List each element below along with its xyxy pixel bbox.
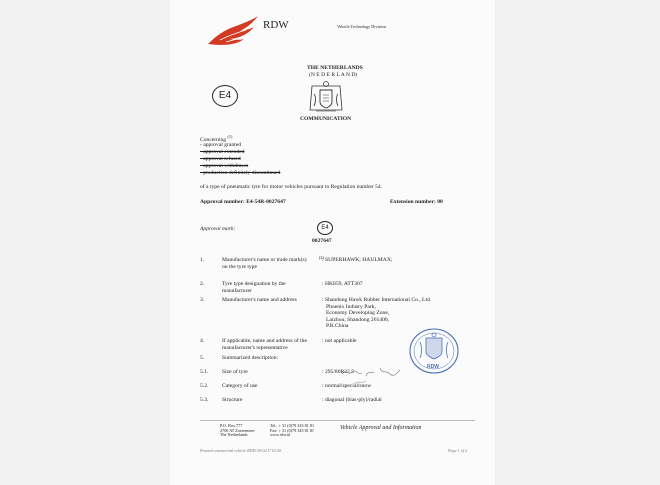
- row-value: : Shandong Hawk Rubber International Co., Ltd.: [322, 297, 432, 303]
- country-name: THE NETHERLANDS: [307, 65, 363, 71]
- coat-of-arms-icon: [304, 80, 348, 114]
- extension-number: Extension number: 00: [390, 199, 443, 205]
- concerning-item: - production definitely discontinued: [200, 170, 281, 176]
- row-number: 4.: [200, 338, 205, 344]
- row-number: 2.: [200, 281, 205, 287]
- row-footnote: (2): [319, 255, 324, 260]
- row-value: P.R.China: [326, 323, 349, 329]
- row-value: : not applicable: [322, 338, 357, 344]
- row-label: Tyre type designation by the: [222, 281, 286, 287]
- row-label: Size of tyre: [222, 369, 248, 375]
- country-name-local: (N E D E R L A N D): [309, 72, 358, 78]
- footer-fax-line: Fax: + 31 (0)79 345 81 81: [270, 427, 315, 433]
- footer-slogan: Vehicle Approval and Information: [340, 425, 422, 431]
- row-label: Structure: [222, 397, 243, 403]
- row-value: Phoenix Indusry Park,: [326, 303, 376, 310]
- row-number: 5.: [200, 355, 205, 361]
- page-number: Page 1 of 2: [448, 448, 468, 453]
- row-value: : SUPERHAWK; HAULMAX;: [322, 257, 393, 263]
- row-label: Summarized description:: [222, 355, 279, 361]
- row-number: 5.2.: [200, 383, 209, 389]
- handwritten-annotation: [340, 364, 402, 386]
- rdw-logo-icon: [206, 14, 260, 48]
- footer-phone-line: Tel.: + 31 (0)79 345 81 81: [270, 423, 315, 428]
- concerning-note: (1): [227, 134, 233, 139]
- footer-divider: [200, 420, 475, 421]
- footer-address-line: 2700 AT Zoetermeer: [220, 427, 255, 433]
- footer-address-line: P.O. Box 777: [220, 423, 243, 428]
- concerning-item: - approval extended: [200, 149, 245, 155]
- print-note: Printed commercial vehicle RDW 09.02.V V2.00: [200, 448, 282, 453]
- row-number: 1.: [200, 257, 205, 263]
- approval-mark-label: Approval mark:: [200, 226, 236, 232]
- row-label: on the tyre type: [222, 263, 257, 270]
- concerning-item: - approval refused: [200, 156, 241, 162]
- doc-title: COMMUNICATION: [300, 116, 352, 122]
- approval-number: Approval number: E4-54R-0027647: [200, 199, 286, 205]
- row-number: 3.: [200, 297, 205, 303]
- row-value: Economy Developing Zone,: [326, 310, 390, 316]
- logo-text: RDW: [263, 19, 289, 31]
- row-label: Manufacturer's name or trade mark(s): [222, 257, 307, 263]
- row-value: : normal/special/snow: [322, 383, 372, 389]
- row-label: If applicable, name and address of the: [222, 338, 307, 344]
- row-value: : HK859, ATT307: [322, 281, 363, 287]
- row-number: 5.1.: [200, 369, 209, 375]
- division-text: Vehicle Technology Division: [337, 24, 386, 29]
- row-value: : diagonal (bias-ply)/radial: [322, 397, 382, 403]
- regulation-text: of a type of pneumatic tyre for motor vehicles pursuant to Regulation number 54.: [200, 184, 383, 190]
- footer-web-line: www.rdw.nl: [270, 432, 291, 438]
- row-label: manufacturer: [222, 287, 252, 294]
- document-page: [170, 0, 495, 485]
- row-label: Category of use: [222, 383, 258, 389]
- row-label: Manufacturer's name and address: [222, 297, 297, 303]
- row-value: Laizhou, Shandong 261400,: [326, 316, 390, 323]
- approval-mark-number: 0027647: [312, 238, 332, 244]
- concerning-item: - approval granted: [200, 142, 242, 148]
- e-mark: [212, 85, 238, 107]
- footer-address: [220, 424, 255, 438]
- concerning-item: - approval withdrawn: [200, 163, 249, 169]
- row-value: : 295/80R22.5: [322, 369, 355, 375]
- row-number: 5.3.: [200, 397, 209, 403]
- e-mark-text: E4: [218, 90, 232, 101]
- footer-address-line: The Netherlands: [220, 432, 248, 438]
- approval-e-mark: [317, 221, 333, 235]
- approval-e-mark-text: E4: [321, 225, 329, 231]
- concerning-text: Concerning: [200, 136, 227, 143]
- footer-contact: [270, 424, 314, 438]
- stamp-text: RDW: [427, 364, 439, 370]
- row-label: manufacturer's representative: [222, 344, 288, 351]
